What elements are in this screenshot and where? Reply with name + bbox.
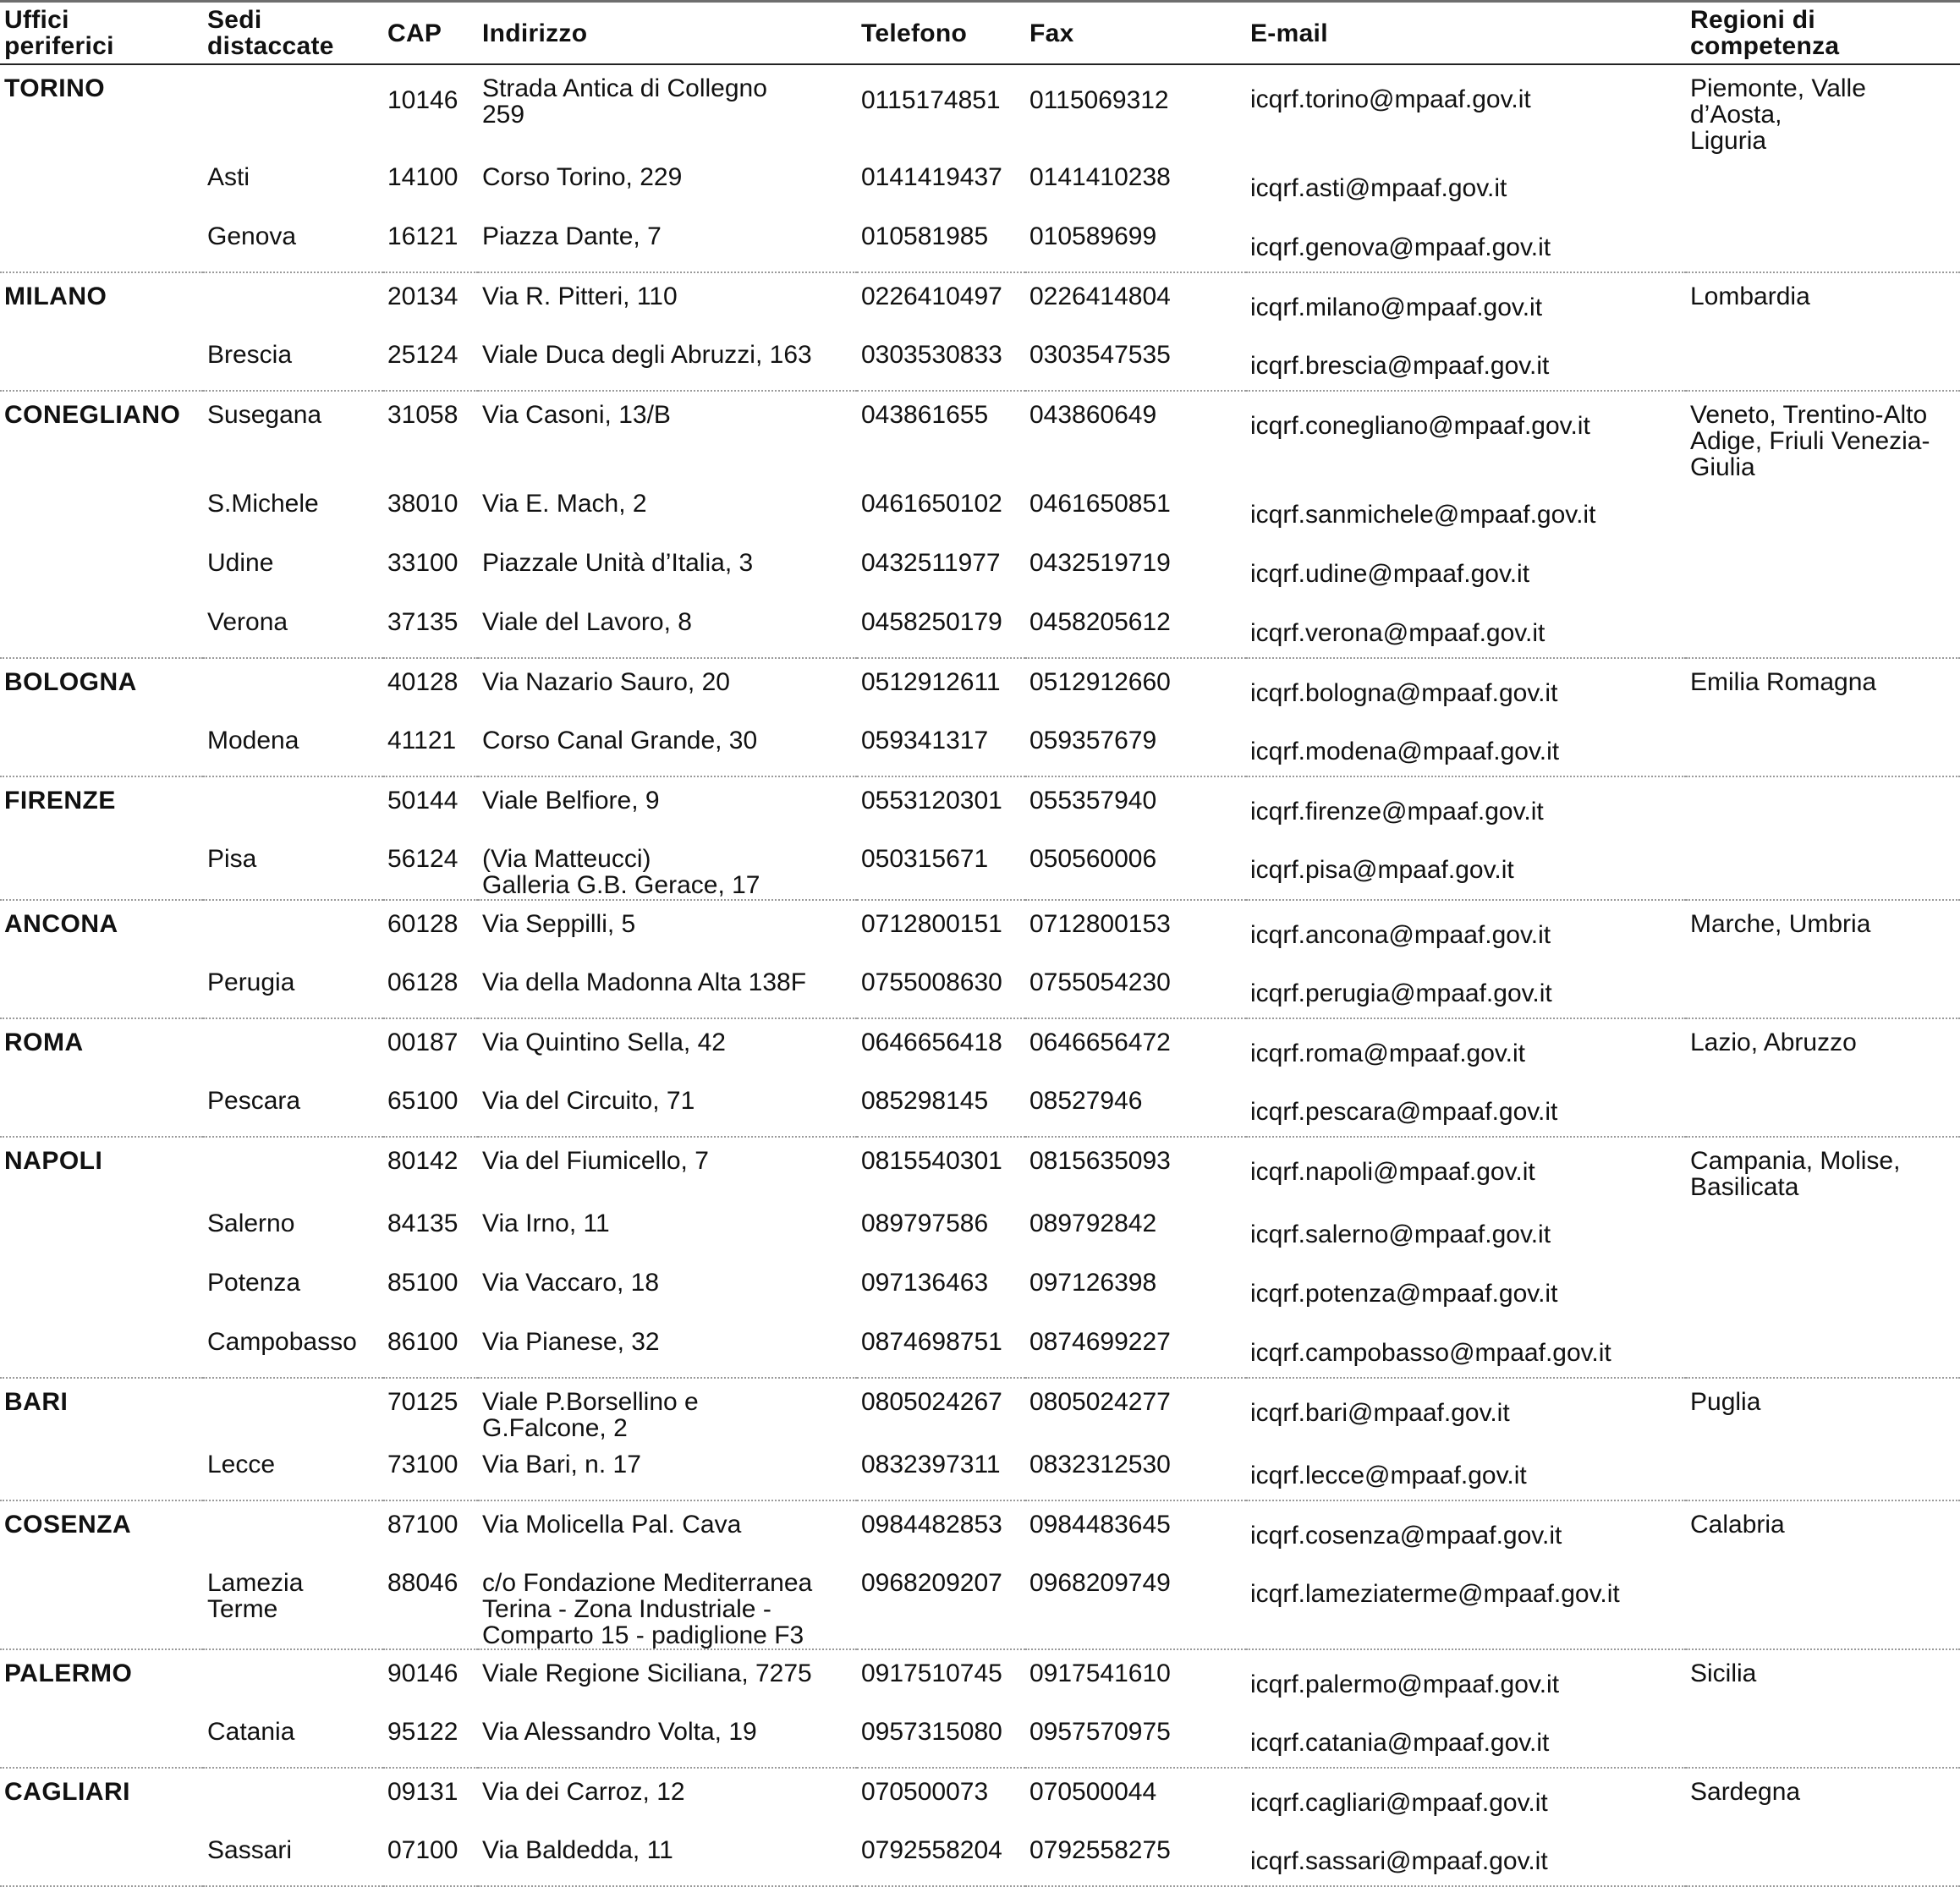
cap-cell: 88046 [383,1560,478,1649]
regions-cell [1686,717,1960,776]
header-email: E-mail [1246,3,1686,64]
branch-cell: Pisa [203,836,383,900]
email-cell[interactable]: icqrf.udine@mpaaf.gov.it [1250,560,1530,588]
phone-cell: 097136463 [861,1269,989,1297]
office-cell: TORINO [4,74,106,102]
table-row [0,1560,1960,1649]
office-cell [0,1709,203,1768]
cap-cell: 95122 [383,1709,478,1768]
office-cell [0,1078,203,1137]
phone-cell: 0646656418 [861,1029,1002,1056]
phone-cell: 0815540301 [861,1147,1002,1175]
email-cell[interactable]: icqrf.cosenza@mpaaf.gov.it [1250,1522,1562,1550]
email-cell[interactable]: icqrf.perugia@mpaaf.gov.it [1246,959,1686,1018]
phone-cell: 0141419437 [861,163,1002,191]
fax-cell: 0917541610 [1029,1659,1171,1687]
address-cell: Via Irno, 11 [482,1210,610,1237]
office-cell: PALERMO [4,1659,133,1687]
regions-cell: Calabria [1690,1511,1785,1539]
regions-cell [1686,836,1960,900]
cap-cell: 86100 [383,1319,478,1378]
email-cell[interactable]: icqrf.pisa@mpaaf.gov.it [1246,836,1686,900]
cap-cell: 10146 [387,86,458,114]
fax-cell: 0984483645 [1029,1511,1171,1539]
cap-cell: 09131 [387,1778,458,1806]
email-cell[interactable]: icqrf.milano@mpaaf.gov.it [1250,293,1543,321]
office-cell: BOLOGNA [4,668,137,696]
phone-cell: 0115174851 [861,86,1001,114]
table-row [0,717,1960,776]
cap-cell: 16121 [383,213,478,272]
table-row [0,332,1960,391]
table-row [0,213,1960,272]
fax-cell: 010589699 [1025,213,1246,272]
office-cell: NAPOLI [4,1147,103,1175]
office-cell: BARI [4,1388,69,1416]
table-header-row [0,3,1960,64]
office-cell: COSENZA [4,1511,132,1539]
cap-cell: 87100 [387,1511,458,1539]
address-cell: Via Baldedda, 11 [478,1827,857,1886]
branch-cell [203,1018,383,1078]
phone-cell: 0303530833 [857,332,1025,391]
email-cell[interactable]: icqrf.napoli@mpaaf.gov.it [1250,1158,1535,1186]
branch-cell: Pescara [203,1078,383,1137]
fax-cell: 0832312530 [1025,1441,1246,1500]
fax-cell: 0512912660 [1029,668,1171,696]
cap-cell: 56124 [383,836,478,900]
header-phone: Telefono [857,3,1025,64]
branch-cell [203,1378,383,1441]
email-cell[interactable]: icqrf.genova@mpaaf.gov.it [1246,213,1686,272]
table-row [0,1078,1960,1137]
address-cell: Viale Regione Siciliana, 7275 [482,1659,812,1687]
table-row [0,959,1960,1018]
cap-cell: 65100 [383,1078,478,1137]
address-cell: Via Casoni, 13/B [482,401,671,429]
table-row [0,391,1960,480]
regions-cell: Campania, Molise, Basilicata [1690,1147,1901,1201]
office-cell [0,1827,203,1886]
phone-cell: 089797586 [861,1210,989,1237]
regions-cell: Lazio, Abruzzo [1690,1029,1857,1056]
phone-cell: 0553120301 [861,787,1002,815]
cap-cell: 38010 [387,490,458,518]
branch-cell: Perugia [203,959,383,1018]
table-row [0,900,1960,959]
phone-cell: 0917510745 [861,1659,1002,1687]
fax-cell: 0874699227 [1025,1319,1246,1378]
branch-cell: Udine [207,549,274,577]
regions-cell: Marche, Umbria [1690,910,1871,938]
cap-cell: 31058 [387,401,458,429]
table-row [0,272,1960,332]
table-row [0,1018,1960,1078]
phone-cell: 0874698751 [857,1319,1025,1378]
address-cell: Corso Canal Grande, 30 [478,717,857,776]
branch-cell [203,776,383,836]
regions-cell: Emilia Romagna [1690,668,1877,696]
regions-cell [1686,1319,1960,1378]
email-cell[interactable]: icqrf.palermo@mpaaf.gov.it [1250,1670,1560,1698]
address-cell: Via Pianese, 32 [478,1319,857,1378]
table-row [0,836,1960,900]
branch-cell: Verona [203,599,383,658]
address-cell: Via Molicella Pal. Cava [482,1511,742,1539]
table-body [0,64,1960,1886]
fax-cell: 059357679 [1025,717,1246,776]
table-row [0,154,1960,213]
fax-cell: 0968209749 [1025,1560,1246,1649]
cap-cell: 06128 [383,959,478,1018]
branch-cell: Potenza [207,1269,301,1297]
table-row [0,1259,1960,1319]
table-row [0,1378,1960,1441]
email-cell[interactable]: icqrf.conegliano@mpaaf.gov.it [1250,412,1590,440]
table-row [0,1137,1960,1200]
regions-cell [1686,1441,1960,1500]
table-row [0,1827,1960,1886]
regions-cell [1686,1259,1960,1319]
branch-cell: Campobasso [203,1319,383,1378]
branch-cell: Lamezia Terme [203,1560,383,1649]
cap-cell: 14100 [387,163,458,191]
branch-cell: Catania [203,1709,383,1768]
email-cell[interactable]: icqrf.sassari@mpaaf.gov.it [1246,1827,1686,1886]
regions-cell [1686,154,1960,213]
table-row [0,64,1960,154]
email-cell[interactable]: icqrf.modena@mpaaf.gov.it [1246,717,1686,776]
phone-cell: 0968209207 [857,1560,1025,1649]
email-cell[interactable]: icqrf.cagliari@mpaaf.gov.it [1250,1789,1548,1817]
cap-cell: 84135 [387,1210,458,1237]
table-row [0,1441,1960,1500]
fax-cell: 0646656472 [1029,1029,1171,1056]
office-cell [0,213,203,272]
cap-cell: 25124 [383,332,478,391]
email-cell[interactable]: icqrf.ancona@mpaaf.gov.it [1250,921,1551,949]
address-cell: Viale Duca degli Abruzzi, 163 [478,332,857,391]
address-cell: Via Bari, n. 17 [478,1441,857,1500]
email-cell[interactable]: icqrf.pescara@mpaaf.gov.it [1246,1078,1686,1137]
table-row [0,1319,1960,1378]
office-cell [0,154,203,213]
branch-cell: Genova [203,213,383,272]
office-cell [0,836,203,900]
cap-cell: 41121 [383,717,478,776]
branch-cell [203,1768,383,1827]
cap-cell: 07100 [383,1827,478,1886]
cap-cell: 80142 [387,1147,458,1175]
address-cell: Via Quintino Sella, 42 [482,1029,726,1056]
table-row [0,540,1960,599]
address-cell: Via Nazario Sauro, 20 [482,668,730,696]
fax-cell: 0805024277 [1029,1388,1171,1416]
header-fax: Fax [1025,3,1246,64]
office-cell: FIRENZE [4,787,116,815]
table-row [0,480,1960,540]
phone-cell: 010581985 [857,213,1025,272]
phone-cell: 0712800151 [861,910,1002,938]
fax-cell: 0141410238 [1029,163,1171,191]
email-cell[interactable]: icqrf.potenza@mpaaf.gov.it [1250,1280,1558,1308]
office-cell [0,1259,203,1319]
cap-cell: 85100 [387,1269,458,1297]
phone-cell: 0458250179 [857,599,1025,658]
fax-cell: 0458205612 [1025,599,1246,658]
fax-cell: 0815635093 [1029,1147,1171,1175]
branch-cell [203,658,383,717]
email-cell[interactable]: icqrf.lameziaterme@mpaaf.gov.it [1246,1560,1686,1649]
address-cell: Piazza Dante, 7 [478,213,857,272]
email-cell[interactable]: icqrf.brescia@mpaaf.gov.it [1246,332,1686,391]
office-cell: MILANO [4,283,107,310]
fax-cell: 0712800153 [1029,910,1171,938]
branch-cell [203,1137,383,1200]
email-cell[interactable]: icqrf.bari@mpaaf.gov.it [1250,1399,1510,1427]
table-row [0,1649,1960,1709]
office-cell [0,540,203,599]
office-cell: CONEGLIANO [4,401,181,429]
regions-cell [1686,599,1960,658]
email-cell[interactable]: icqrf.catania@mpaaf.gov.it [1246,1709,1686,1768]
branch-cell [203,900,383,959]
fax-cell: 0957570975 [1025,1709,1246,1768]
cap-cell: 60128 [387,910,458,938]
branch-cell: Lecce [203,1441,383,1500]
office-cell [0,1441,203,1500]
phone-cell: 085298145 [857,1078,1025,1137]
fax-cell: 0755054230 [1025,959,1246,1018]
branch-cell [203,64,383,154]
offices-table [0,3,1960,1887]
address-cell: Viale del Lavoro, 8 [478,599,857,658]
regions-cell [1686,1560,1960,1649]
cap-cell: 33100 [387,549,458,577]
regions-cell [1686,480,1960,540]
fax-cell: 0792558275 [1025,1827,1246,1886]
fax-cell: 089792842 [1029,1210,1157,1237]
office-cell [0,1560,203,1649]
regions-cell [1686,1200,1960,1259]
branch-cell [203,272,383,332]
address-cell: (Via Matteucci) Galleria G.B. Gerace, 17 [478,836,857,900]
email-cell[interactable]: icqrf.campobasso@mpaaf.gov.it [1246,1319,1686,1378]
email-cell[interactable]: icqrf.asti@mpaaf.gov.it [1250,174,1507,202]
table-row [0,1709,1960,1768]
email-cell[interactable]: icqrf.lecce@mpaaf.gov.it [1246,1441,1686,1500]
office-cell [0,717,203,776]
fax-cell: 043860649 [1029,401,1157,429]
office-cell [0,1200,203,1259]
phone-cell: 070500073 [861,1778,989,1806]
phone-cell: 059341317 [857,717,1025,776]
office-cell: ANCONA [4,910,118,938]
fax-cell: 0303547535 [1025,332,1246,391]
fax-cell: 097126398 [1029,1269,1157,1297]
email-cell[interactable]: icqrf.torino@mpaaf.gov.it [1250,85,1531,113]
phone-cell: 0957315080 [857,1709,1025,1768]
regions-cell [1686,332,1960,391]
phone-cell: 0226410497 [861,283,1002,310]
header-cap: CAP [383,3,478,64]
address-cell: Via della Madonna Alta 138F [478,959,857,1018]
regions-cell [1686,1078,1960,1137]
phone-cell: 0461650102 [861,490,1002,518]
regions-cell: Puglia [1690,1388,1761,1416]
address-cell: Via E. Mach, 2 [482,490,647,518]
address-cell: c/o Fondazione Mediterranea Terina - Zona Industriale - Comparto 15 - padiglione F3 [478,1560,857,1649]
regions-cell [1686,959,1960,1018]
address-cell: Via del Circuito, 71 [478,1078,857,1137]
address-cell: Viale P.Borsellino e G.Falcone, 2 [482,1388,699,1442]
regions-cell [1686,776,1960,836]
table-row [0,658,1960,717]
phone-cell: 0755008630 [857,959,1025,1018]
address-cell: Via Seppilli, 5 [482,910,636,938]
email-cell[interactable]: icqrf.firenze@mpaaf.gov.it [1250,798,1544,826]
cap-cell: 73100 [383,1441,478,1500]
address-cell: Via dei Carroz, 12 [482,1778,685,1806]
branch-cell: Sassari [203,1827,383,1886]
regions-cell: Sicilia [1690,1659,1757,1687]
address-cell: Viale Belfiore, 9 [482,787,660,815]
phone-cell: 0805024267 [861,1388,1002,1416]
table-row [0,1200,1960,1259]
regions-cell [1686,540,1960,599]
email-cell[interactable]: icqrf.bologna@mpaaf.gov.it [1250,679,1558,707]
office-cell: CAGLIARI [4,1778,130,1806]
fax-cell: 0432519719 [1029,549,1171,577]
phone-cell: 0512912611 [861,668,1001,696]
phone-cell: 0792558204 [857,1827,1025,1886]
office-cell: ROMA [4,1029,84,1056]
regions-cell: Piemonte, Valle d’Aosta, Liguria [1690,74,1866,155]
header-office: Uffici periferici [0,3,203,64]
regions-cell [1686,1827,1960,1886]
email-cell[interactable]: icqrf.sanmichele@mpaaf.gov.it [1250,501,1596,529]
regions-cell [1686,213,1960,272]
branch-cell: Modena [203,717,383,776]
branch-cell: S.Michele [207,490,319,518]
cap-cell: 90146 [387,1659,458,1687]
regions-cell: Sardegna [1690,1778,1801,1806]
fax-cell: 055357940 [1029,787,1157,815]
header-address: Indirizzo [478,3,857,64]
cap-cell: 00187 [387,1029,458,1056]
address-cell: Via Vaccaro, 18 [482,1269,660,1297]
fax-cell: 0461650851 [1029,490,1171,518]
phone-cell: 043861655 [861,401,989,429]
email-cell[interactable]: icqrf.salerno@mpaaf.gov.it [1250,1221,1551,1248]
regions-cell: Lombardia [1690,283,1810,310]
office-cell [0,959,203,1018]
regions-cell: Veneto, Trentino-Alto Adige, Friuli Venezia- Giulia [1690,401,1930,481]
branch-cell: Asti [207,163,250,191]
header-branch: Sedi distaccate [203,3,383,64]
cap-cell: 20134 [387,283,458,310]
table-row [0,599,1960,658]
branch-cell: Brescia [203,332,383,391]
email-cell[interactable]: icqrf.roma@mpaaf.gov.it [1250,1039,1526,1067]
fax-cell: 050560006 [1025,836,1246,900]
office-cell [0,599,203,658]
fax-cell: 070500044 [1029,1778,1157,1806]
address-cell: Via Alessandro Volta, 19 [478,1709,857,1768]
regions-cell [1686,1709,1960,1768]
table-row [0,1768,1960,1827]
table-row [0,1500,1960,1560]
branch-cell: Susegana [207,401,322,429]
address-cell: Strada Antica di Collegno 259 [482,74,767,129]
fax-cell: 0115069312 [1029,86,1169,114]
phone-cell: 0832397311 [857,1441,1025,1500]
address-cell: Via del Fiumicello, 7 [482,1147,709,1175]
header-regions: Regioni di competenza [1686,3,1960,64]
address-cell: Via R. Pitteri, 110 [482,283,678,310]
office-cell [0,332,203,391]
phone-cell: 0432511977 [861,549,1001,577]
email-cell[interactable]: icqrf.verona@mpaaf.gov.it [1246,599,1686,658]
cap-cell: 50144 [387,787,458,815]
branch-cell: Salerno [207,1210,295,1237]
cap-cell: 40128 [387,668,458,696]
office-cell [0,1319,203,1378]
address-cell: Corso Torino, 229 [482,163,683,191]
phone-cell: 050315671 [857,836,1025,900]
table-row [0,776,1960,836]
address-cell: Piazzale Unità d’Italia, 3 [482,549,754,577]
cap-cell: 70125 [387,1388,458,1416]
fax-cell: 08527946 [1025,1078,1246,1137]
branch-cell [203,1649,383,1709]
cap-cell: 37135 [383,599,478,658]
phone-cell: 0984482853 [861,1511,1002,1539]
office-cell [0,480,203,540]
branch-cell [203,1500,383,1560]
fax-cell: 0226414804 [1029,283,1171,310]
